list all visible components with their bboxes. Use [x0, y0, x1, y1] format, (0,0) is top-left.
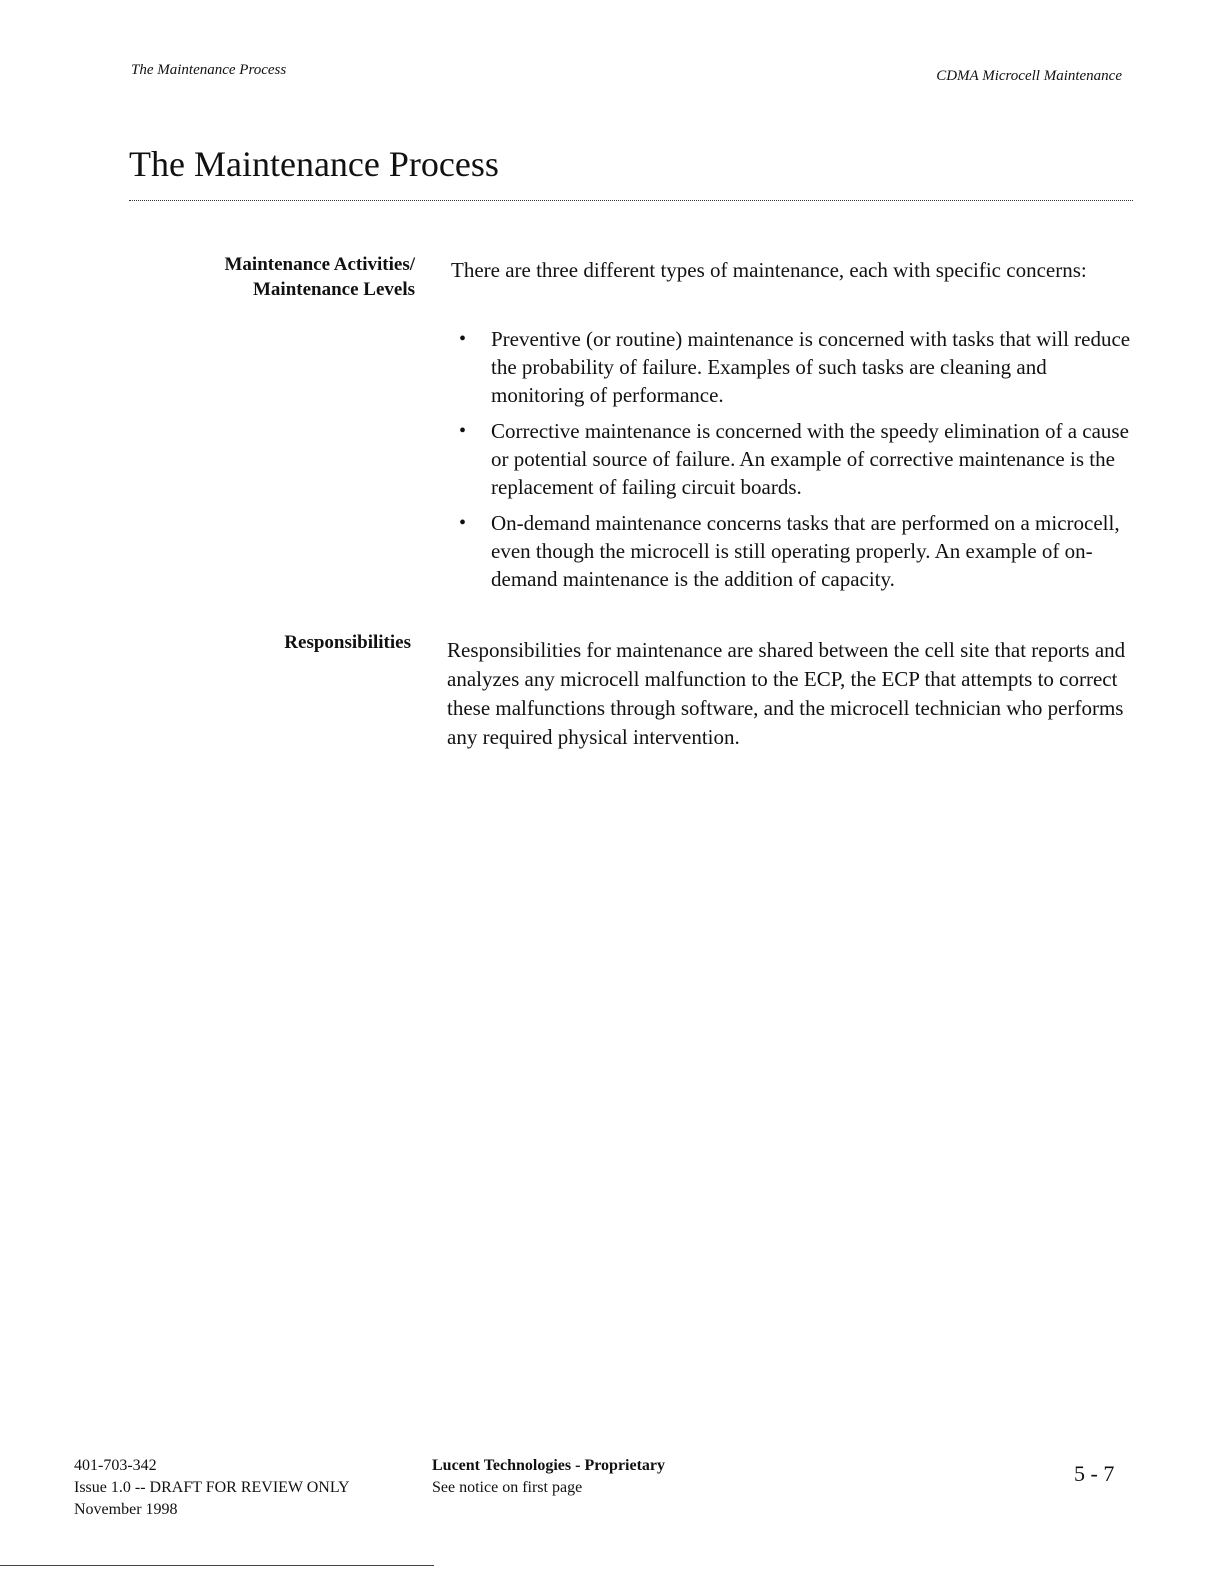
- issue-line: Issue 1.0 -- DRAFT FOR REVIEW ONLY: [74, 1479, 350, 1496]
- maintenance-intro: There are three different types of maintenance, each with specific concerns:: [451, 258, 1087, 282]
- footer-center: [432, 1455, 665, 1499]
- side-heading-line-2: Maintenance Levels: [252, 279, 415, 300]
- bullet-icon: •: [459, 328, 467, 350]
- side-heading-responsibilities: Responsibilities: [284, 632, 411, 653]
- running-header-right: CDMA Microcell Maintenance: [936, 68, 1122, 84]
- bottom-divider: [0, 1565, 434, 1566]
- title-divider: [129, 200, 1133, 201]
- proprietary-notice: Lucent Technologies - Proprietary: [432, 1457, 666, 1474]
- bullet-icon: •: [459, 512, 467, 534]
- doc-number: 401-703-342: [74, 1457, 157, 1474]
- list-item-text: On-demand maintenance concerns tasks that are performed on a microcell, even though the microcell is still operating properly. An example of on-demand maintenance is the addition of capacity.: [491, 511, 1120, 591]
- maintenance-types-list: [451, 325, 1131, 601]
- page-title: The Maintenance Process: [129, 144, 499, 184]
- list-item: [451, 417, 1131, 501]
- running-header-left: The Maintenance Process: [131, 62, 287, 78]
- side-heading-maintenance: [155, 252, 415, 302]
- footer-left: [74, 1455, 350, 1521]
- list-item: [451, 509, 1131, 593]
- responsibilities-body: Responsibilities for maintenance are shared between the cell site that reports and analyzes any microcell malfunction to the ECP, the ECP that attempts to correct these malfunctions through software, and the microcell technician who performs any required physical intervention.: [447, 638, 1126, 749]
- date-line: November 1998: [74, 1501, 178, 1518]
- notice-reference: See notice on first page: [432, 1479, 583, 1496]
- list-item-text: Corrective maintenance is concerned with the speedy elimination of a cause or potential source of failure. An example of corrective maintenance is the replacement of failing circuit boards.: [491, 419, 1129, 499]
- side-heading-line-1: Maintenance Activities/: [224, 254, 415, 275]
- page-number: 5 - 7: [1074, 1461, 1115, 1486]
- bullet-icon: •: [459, 420, 467, 442]
- list-item-text: Preventive (or routine) maintenance is concerned with tasks that will reduce the probability of failure. Examples of such tasks are cleaning and monitoring of performance.: [491, 327, 1131, 407]
- list-item: [451, 325, 1131, 409]
